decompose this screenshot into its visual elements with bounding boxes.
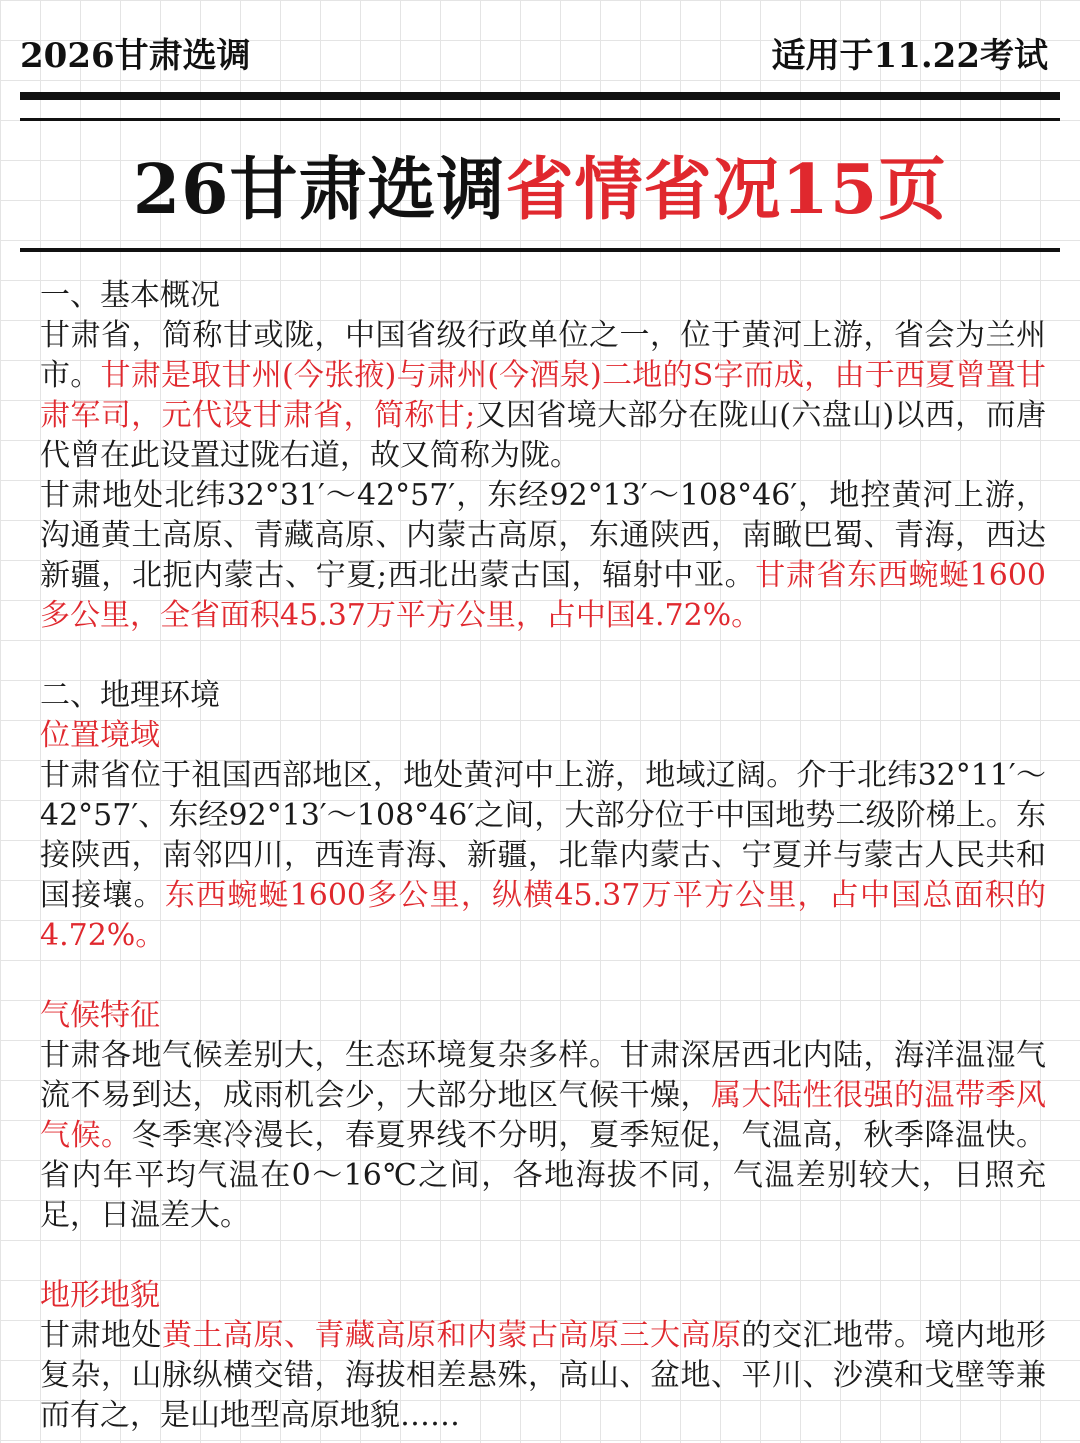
spacer	[40, 956, 1046, 996]
title-red-part: 省情省况15页	[505, 150, 948, 230]
section1-heading: 一、基本概况	[40, 278, 220, 313]
title-underline-rule	[20, 248, 1060, 252]
climate-paragraph	[40, 1036, 1046, 1236]
climate-text-a: 甘肃各地气候差别大，生态环境复杂多样。甘肃深居西北内陆，海洋温湿气流不易到达，成雨机会少，大部分地区气候干燥，	[40, 1038, 1046, 1113]
climate-text-c: 冬季寒冷漫长，春夏界线不分明，夏季短促，气温高，秋季降温快。省内年平均气温在0～16℃之间，各地海拔不同，气温差别较大，日照充足，日温差大。	[40, 1118, 1046, 1233]
top-thin-rule	[20, 118, 1060, 121]
terrain-text-c: 的交汇地带。境内地形复杂，山脉纵横交错，海拔相差悬殊，高山、盆地、平川、沙漠和戈壁等兼而有之，是山地型高原地貌……	[40, 1318, 1046, 1433]
document-body	[40, 276, 1046, 1436]
location-text-a: 甘肃省位于祖国西部地区，地处黄河中上游，地域辽阔。介于北纬32°11′～42°57′、东经92°13′～108°46′之间，大部分位于中国地势二级阶梯上。东接陕西，南邻四川，西连青海、新疆，北靠内蒙古、宁夏并与蒙古人民共和国接壤。	[40, 758, 1046, 913]
title-black-part: 26甘肃选调	[132, 150, 506, 230]
terrain-subheading: 地形地貌	[40, 1278, 160, 1313]
location-subheading: 位置境域	[40, 718, 160, 753]
terrain-text-a: 甘肃地处	[40, 1318, 162, 1353]
s1p1-text-a: 甘肃省，简称甘或陇，中国省级行政单位之一，位于黄河上游，省会为兰州市。	[40, 318, 1046, 393]
section1-paragraph1	[40, 316, 1046, 476]
header-left: 2026甘肃选调	[20, 35, 251, 76]
terrain-highlight: 黄土高原、青藏高原和内蒙古高原三大高原	[162, 1318, 742, 1353]
s1p1-highlight: 甘肃是取甘州(今张掖)与肃州(今酒泉)二地的S字而成，由于西夏曾置甘肃军司，元代设甘肃省，简称甘;	[40, 358, 1046, 433]
climate-subheading: 气候特征	[40, 998, 160, 1033]
page-title	[0, 140, 1080, 240]
spacer	[40, 636, 1046, 676]
top-thick-rule	[20, 92, 1060, 100]
s1p2-text-a: 甘肃地处北纬32°31′～42°57′，东经92°13′～108°46′，地控黄河上游，沟通黄土高原、青藏高原、内蒙古高原，东通陕西，南瞰巴蜀、青海，西达新疆，北扼内蒙古、宁夏;西北出蒙古国，辐射中亚。	[40, 478, 1046, 593]
section2-heading: 二、地理环境	[40, 678, 220, 713]
header-right: 适用于11.22考试	[771, 35, 1048, 76]
s1p1-text-c: 又因省境大部分在陇山(六盘山)以西，而唐代曾在此设置过陇右道，故又简称为陇。	[40, 398, 1046, 473]
spacer	[40, 1236, 1046, 1276]
s1p2-highlight: 甘肃省东西蜿蜒1600多公里，全省面积45.37万平方公里，占中国4.72%。	[40, 558, 1046, 633]
location-paragraph	[40, 756, 1046, 956]
terrain-paragraph	[40, 1316, 1046, 1436]
top-header	[20, 28, 1048, 76]
section1-paragraph2	[40, 476, 1046, 636]
location-highlight: 东西蜿蜒1600多公里，纵横45.37万平方公里，占中国总面积的4.72%。	[40, 878, 1047, 953]
climate-highlight: 属大陆性很强的温带季风气候。	[40, 1078, 1046, 1153]
